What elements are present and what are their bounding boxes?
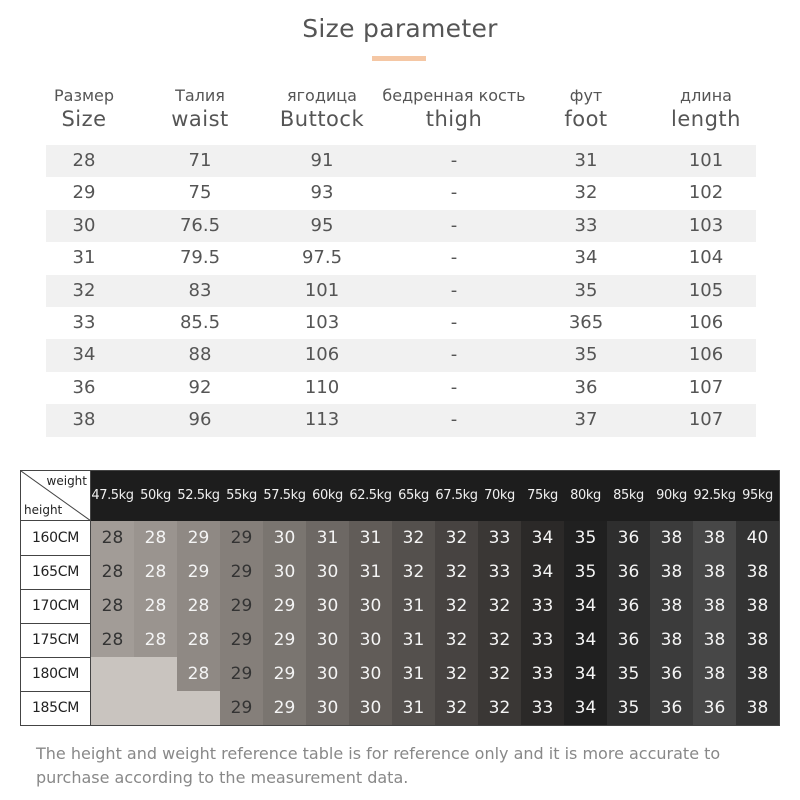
table-cell: 107 [688, 376, 724, 398]
table-cell: 106 [304, 344, 340, 366]
table-cell: 96 [188, 409, 212, 431]
size-cell: 30 [306, 657, 349, 691]
corner-height-label: height [24, 503, 63, 517]
size-table-header [28, 86, 772, 134]
height-label: 180CM [21, 657, 91, 691]
size-cell: 29 [263, 691, 306, 725]
size-cell: 34 [521, 555, 564, 589]
height-label: 175CM [21, 623, 91, 657]
size-cell: 28 [134, 589, 177, 623]
header-english: Size [61, 107, 107, 131]
size-cell: 33 [521, 623, 564, 657]
size-cell: 30 [349, 623, 392, 657]
size-cell: 28 [134, 555, 177, 589]
corner-weight-label: weight [46, 474, 87, 488]
row-divider [21, 657, 91, 658]
table-row [46, 275, 756, 307]
table-cell: - [450, 214, 458, 236]
table-cell: 101 [688, 150, 724, 171]
size-cell: 30 [349, 589, 392, 623]
table-cell: 35 [574, 279, 598, 301]
size-cell: 35 [564, 521, 607, 555]
row-divider [21, 555, 91, 556]
table-cell: 76.5 [179, 214, 221, 236]
size-cell: 29 [220, 623, 263, 657]
table-cell: 33 [574, 214, 598, 236]
size-cell: 28 [91, 555, 134, 589]
table-cell: - [450, 376, 458, 398]
table-cell: 101 [304, 279, 340, 301]
size-cell: 30 [306, 623, 349, 657]
size-cell: 34 [521, 521, 564, 555]
size-cell: 33 [478, 521, 521, 555]
size-cell: 30 [306, 691, 349, 725]
size-cell: 33 [521, 691, 564, 725]
size-cell: 35 [607, 657, 650, 691]
size-cell: 29 [220, 589, 263, 623]
weight-header: 57.5kg [263, 488, 306, 503]
size-cell [134, 657, 177, 691]
size-cell: 38 [650, 521, 693, 555]
size-cell: 30 [263, 521, 306, 555]
header-english: waist [171, 107, 229, 131]
size-cell: 31 [392, 623, 435, 657]
table-cell: 107 [688, 409, 724, 431]
size-cell: 29 [177, 555, 220, 589]
height-label: 160CM [21, 521, 91, 555]
size-cell: 28 [134, 521, 177, 555]
table-row [46, 404, 756, 436]
page-title: Size parameter [302, 14, 498, 43]
weight-header: 95kg [742, 488, 773, 503]
size-cell: 31 [392, 589, 435, 623]
size-cell: 33 [521, 589, 564, 623]
size-col-header [262, 86, 382, 132]
weight-header: 52.5kg [177, 488, 220, 503]
size-cell: 33 [521, 657, 564, 691]
weight-header: 85kg [613, 488, 644, 503]
table-cell: 93 [310, 182, 334, 204]
row-divider [21, 623, 91, 624]
table-cell: 30 [72, 214, 96, 236]
size-cell: 29 [263, 589, 306, 623]
size-cell: 28 [91, 521, 134, 555]
weight-header: 60kg [312, 488, 343, 503]
weight-header: 80kg [570, 488, 601, 503]
header-russian: Талия [175, 86, 225, 105]
size-cell: 32 [478, 623, 521, 657]
size-cell: 34 [564, 657, 607, 691]
size-cell: 38 [693, 657, 736, 691]
size-cell: 38 [736, 555, 779, 589]
table-cell: 103 [688, 214, 724, 236]
size-cell: 34 [564, 623, 607, 657]
size-cell: 32 [392, 555, 435, 589]
size-cell: 36 [650, 691, 693, 725]
size-cell: 35 [607, 691, 650, 725]
weight-height-table [20, 470, 780, 726]
size-cell: 29 [263, 657, 306, 691]
table-row [46, 145, 756, 177]
size-cell: 30 [263, 555, 306, 589]
size-cell: 34 [564, 691, 607, 725]
size-cell [91, 691, 134, 725]
size-cell: 29 [220, 691, 263, 725]
weight-header: 62.5kg [349, 488, 392, 503]
table-cell: 37 [574, 409, 598, 431]
size-cell: 29 [263, 623, 306, 657]
table-corner [21, 471, 91, 521]
size-cell: 38 [693, 555, 736, 589]
size-col-header [646, 86, 766, 132]
weight-header-row [91, 471, 779, 521]
size-cell [177, 691, 220, 725]
weight-header: 55kg [226, 488, 257, 503]
size-cell: 38 [693, 589, 736, 623]
header-english: foot [564, 107, 608, 131]
size-cell: 29 [220, 521, 263, 555]
size-col-header [379, 86, 529, 132]
weight-header: 75kg [527, 488, 558, 503]
size-cell: 31 [392, 657, 435, 691]
header-english: length [671, 107, 741, 131]
table-cell: 36 [72, 376, 96, 398]
size-cell [91, 657, 134, 691]
size-col-header [536, 86, 636, 132]
table-cell: 105 [688, 279, 724, 301]
size-cell: 31 [349, 555, 392, 589]
table-cell: 36 [574, 376, 598, 398]
table-cell: 106 [688, 344, 724, 366]
table-row [46, 372, 756, 404]
size-cell: 29 [220, 555, 263, 589]
table-cell: 34 [574, 247, 598, 269]
size-cell: 38 [693, 623, 736, 657]
size-cell: 31 [392, 691, 435, 725]
table-cell: 31 [72, 247, 96, 269]
size-cell: 38 [693, 521, 736, 555]
size-cell: 38 [736, 589, 779, 623]
header-russian: длина [680, 86, 732, 105]
header-russian: ягодица [287, 86, 357, 105]
table-cell: 33 [72, 311, 96, 333]
table-cell: - [450, 344, 458, 366]
table-cell: - [450, 182, 458, 204]
size-cell: 36 [693, 691, 736, 725]
size-cell: 32 [478, 691, 521, 725]
size-cell: 30 [306, 589, 349, 623]
weight-header: 50kg [140, 488, 171, 503]
size-cell: 28 [134, 623, 177, 657]
header-russian: бедренная кость [382, 86, 526, 105]
table-cell: - [450, 311, 458, 333]
table-cell: 75 [188, 182, 212, 204]
size-cell: 32 [478, 657, 521, 691]
size-cell: 31 [306, 521, 349, 555]
table-cell: 29 [72, 182, 96, 204]
table-cell: 103 [304, 311, 340, 333]
size-cell: 36 [650, 657, 693, 691]
size-cell: 28 [177, 589, 220, 623]
size-cell: 32 [435, 555, 478, 589]
table-cell: 95 [310, 214, 334, 236]
size-cell: 29 [220, 657, 263, 691]
table-cell: 85.5 [179, 311, 221, 333]
row-divider [21, 691, 91, 692]
table-cell: 110 [304, 376, 340, 398]
table-cell: - [450, 409, 458, 431]
size-col-header [145, 86, 255, 132]
table-cell: 83 [188, 279, 212, 301]
size-cell: 34 [564, 589, 607, 623]
header-english: Buttock [279, 107, 365, 131]
size-cell: 35 [564, 555, 607, 589]
size-cell: 36 [607, 555, 650, 589]
size-cell: 28 [91, 589, 134, 623]
table-cell: 91 [310, 150, 334, 171]
height-label: 170CM [21, 589, 91, 623]
size-cell: 36 [607, 521, 650, 555]
weight-header: 67.5kg [435, 488, 478, 503]
header-russian: Размер [53, 86, 115, 105]
size-cell: 31 [349, 521, 392, 555]
table-cell: 88 [188, 344, 212, 366]
size-cell: 28 [91, 623, 134, 657]
weight-header: 92.5kg [693, 488, 736, 503]
table-cell: 97.5 [301, 247, 343, 269]
size-cell: 36 [607, 623, 650, 657]
size-cell: 32 [435, 521, 478, 555]
size-cell: 29 [177, 521, 220, 555]
size-cell: 38 [736, 691, 779, 725]
table-row [46, 177, 756, 209]
weight-header: 65kg [398, 488, 429, 503]
table-cell: 32 [574, 182, 598, 204]
row-divider [21, 589, 91, 590]
table-row [46, 242, 756, 274]
table-cell: 102 [688, 182, 724, 204]
table-cell: 31 [574, 150, 598, 171]
table-cell: - [450, 150, 458, 171]
height-label: 165CM [21, 555, 91, 589]
size-cell: 36 [607, 589, 650, 623]
table-row [46, 339, 756, 371]
title-underline [372, 56, 426, 61]
size-cell: 30 [306, 555, 349, 589]
weight-header: 90kg [656, 488, 687, 503]
table-cell: 38 [72, 409, 96, 431]
table-cell: - [450, 279, 458, 301]
size-cell: 28 [177, 657, 220, 691]
size-cell: 30 [349, 657, 392, 691]
size-cell: 32 [478, 589, 521, 623]
header-english: thigh [425, 107, 483, 131]
size-col-header [29, 86, 139, 132]
size-cell: 38 [650, 623, 693, 657]
table-cell: 32 [72, 279, 96, 301]
size-cell: 38 [650, 555, 693, 589]
weight-header: 47.5kg [91, 488, 134, 503]
size-cell: 38 [650, 589, 693, 623]
reference-note: The height and weight reference table is for reference only and it is more accurate to purchase according to the measurement data. [36, 744, 721, 787]
size-cell: 32 [435, 691, 478, 725]
table-cell: 106 [688, 311, 724, 333]
size-cell [134, 691, 177, 725]
table-cell: 28 [72, 150, 96, 171]
size-cell: 32 [435, 589, 478, 623]
table-cell: 104 [688, 247, 724, 269]
table-row [46, 210, 756, 242]
size-cell: 38 [736, 657, 779, 691]
table-cell: 35 [574, 344, 598, 366]
table-cell: 34 [72, 344, 96, 366]
size-cell: 32 [435, 657, 478, 691]
header-russian: фут [569, 86, 603, 105]
table-cell: 113 [304, 409, 340, 431]
size-cell: 33 [478, 555, 521, 589]
size-cell: 38 [736, 623, 779, 657]
table-cell: - [450, 247, 458, 269]
table-cell: 71 [188, 150, 212, 171]
size-cell: 30 [349, 691, 392, 725]
size-cell: 32 [435, 623, 478, 657]
size-cell: 32 [392, 521, 435, 555]
table-row [46, 307, 756, 339]
table-cell: 365 [568, 311, 604, 333]
table-cell: 79.5 [179, 247, 221, 269]
size-cell: 40 [736, 521, 779, 555]
size-table-body [46, 145, 756, 437]
height-label: 185CM [21, 691, 91, 725]
size-cell: 28 [177, 623, 220, 657]
table-cell: 92 [188, 376, 212, 398]
weight-header: 70kg [484, 488, 515, 503]
